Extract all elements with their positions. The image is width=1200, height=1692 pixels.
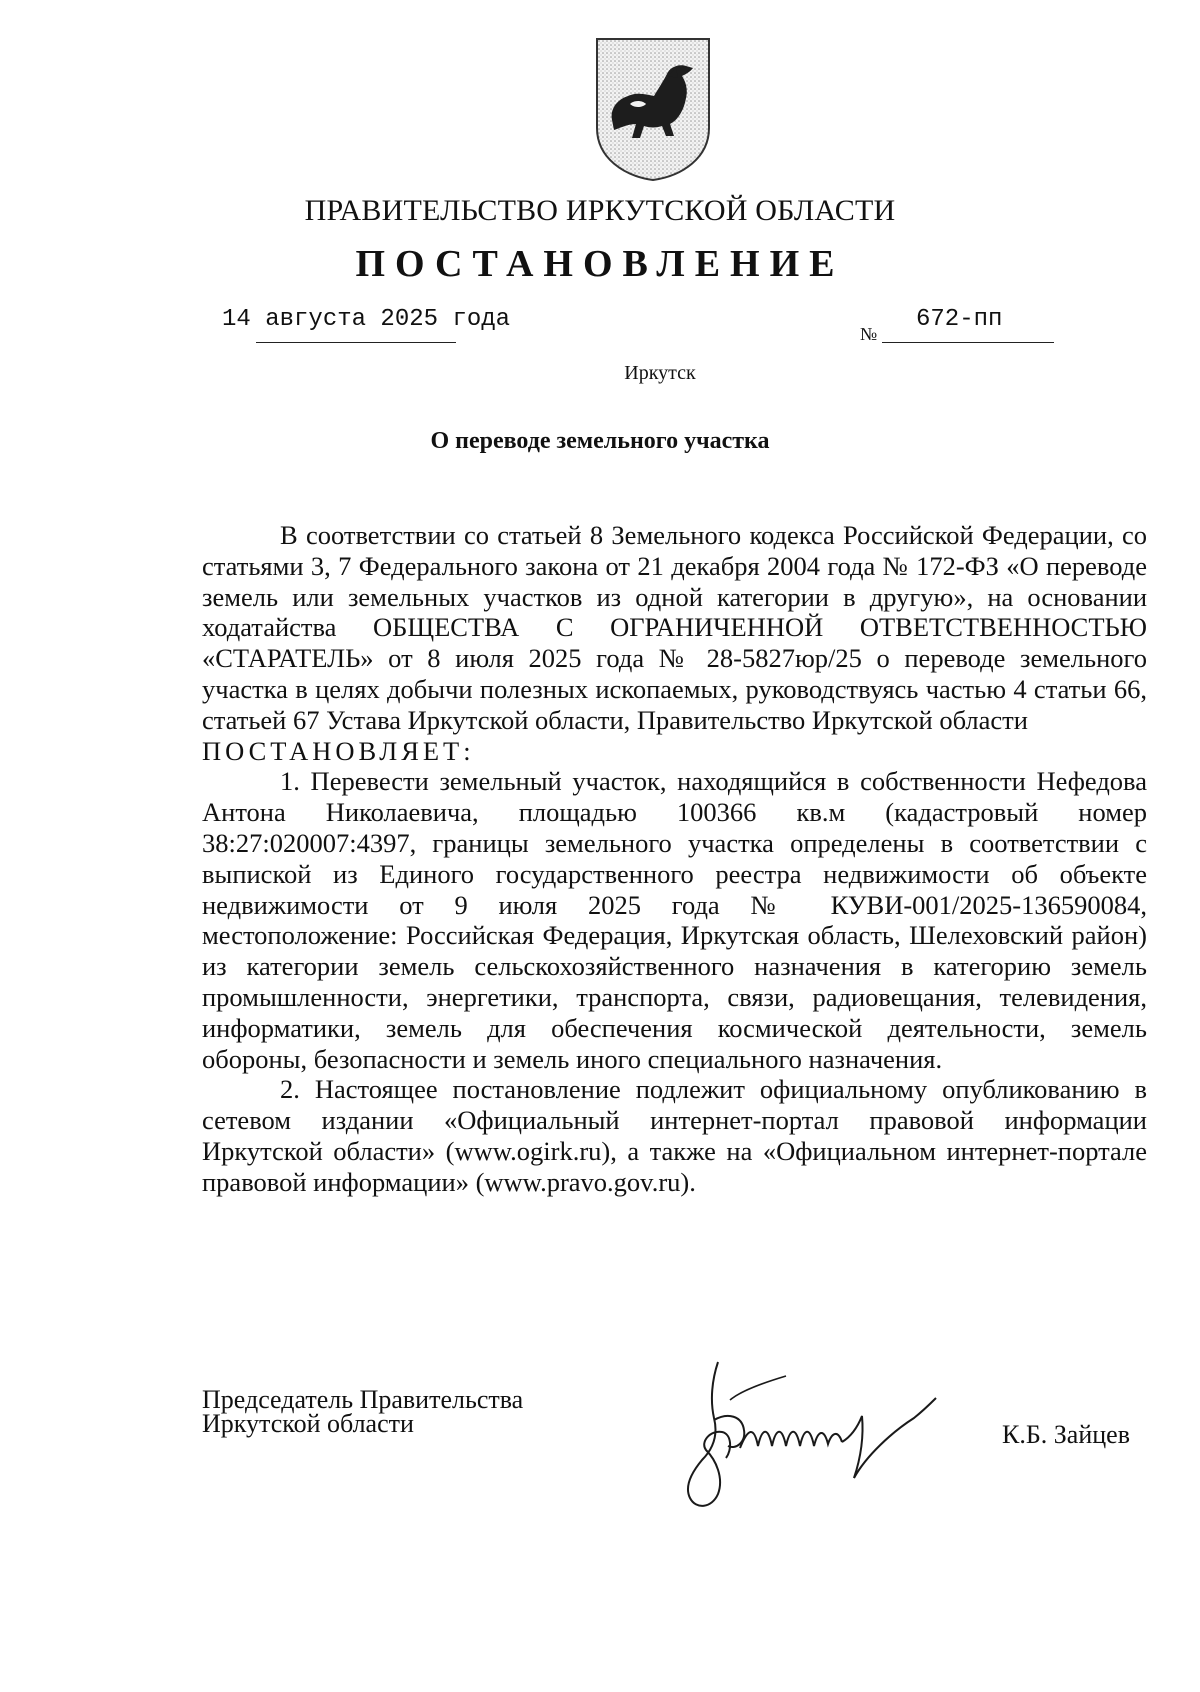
signature-icon <box>670 1360 970 1530</box>
clause-1-paragraph: 1. Перевести земельный участок, находящийся в собственности Нефедова Антона Николаевича, площадью 100366 кв.м (кадастровый номер 38:27:020007:4397, границы земельного участка определены в соответствии с выпиской из Единого государственного реестра недвижимости об объекте недвижимости от 9 июля 2025 года № КУВИ-001/2025-136590084, местоположение: Российская Федерация, Иркутская область, Шелеховский район) из категории земель сельскохозяйственного назначения в категорию земель промышленности, энергетики, транспорта, связи, радиовещания, телевидения, информатики, земель для обеспечения космической деятельности, земель обороны, безопасности и земель иного специального назначения. <box>202 766 1147 1074</box>
number-underline <box>882 342 1054 343</box>
preamble-paragraph: В соответствии со статьей 8 Земельного кодекса Российской Федерации, со статьями 3, 7 Федерального закона от 21 декабря 2004 года № 172-ФЗ «О переводе земель или земельных участков из одной категории в другую», на основании ходатайства ОБЩЕСТВА С ОГРАНИЧЕННОЙ ОТВЕТСТВЕННОСТЬЮ «СТАРАТЕЛЬ» от 8 июля 2025 года № 28-5827юр/25 о переводе земельного участка в целях добычи полезных ископаемых, руководствуясь частью 4 статьи 66, статьей 67 Устава Иркутской области, Правительство Иркутской области <box>202 520 1147 735</box>
position-line-1: Председатель Правительства <box>202 1385 524 1414</box>
document-body <box>202 520 1147 1198</box>
date-underline <box>256 342 456 343</box>
signatory-position <box>202 1385 524 1438</box>
position-line-2: Иркутской области <box>202 1409 414 1438</box>
document-number: 672-пп <box>916 306 1003 333</box>
number-sign: № <box>860 324 878 344</box>
document-date: 14 августа 2025 года <box>222 306 511 333</box>
coat-of-arms-icon <box>594 36 712 182</box>
signatory-name: К.Б. Зайцев <box>1002 1420 1130 1449</box>
resolves-heading: ПОСТАНОВЛЯЕТ: <box>202 735 475 766</box>
city-name: Иркутск <box>624 362 696 384</box>
clause-2-paragraph: 2. Настоящее постановление подлежит официальному опубликованию в сетевом издании «Официальный интернет-портал правовой информации Иркутской области» (www.ogirk.ru), а также на «Официальном интернет-портале правовой информации» (www.pravo.gov.ru). <box>202 1074 1147 1197</box>
document-subject: О переводе земельного участка <box>430 428 770 454</box>
government-title: ПРАВИТЕЛЬСТВО ИРКУТСКОЙ ОБЛАСТИ <box>304 194 896 227</box>
document-type: ПОСТАНОВЛЕНИЕ <box>355 243 845 285</box>
